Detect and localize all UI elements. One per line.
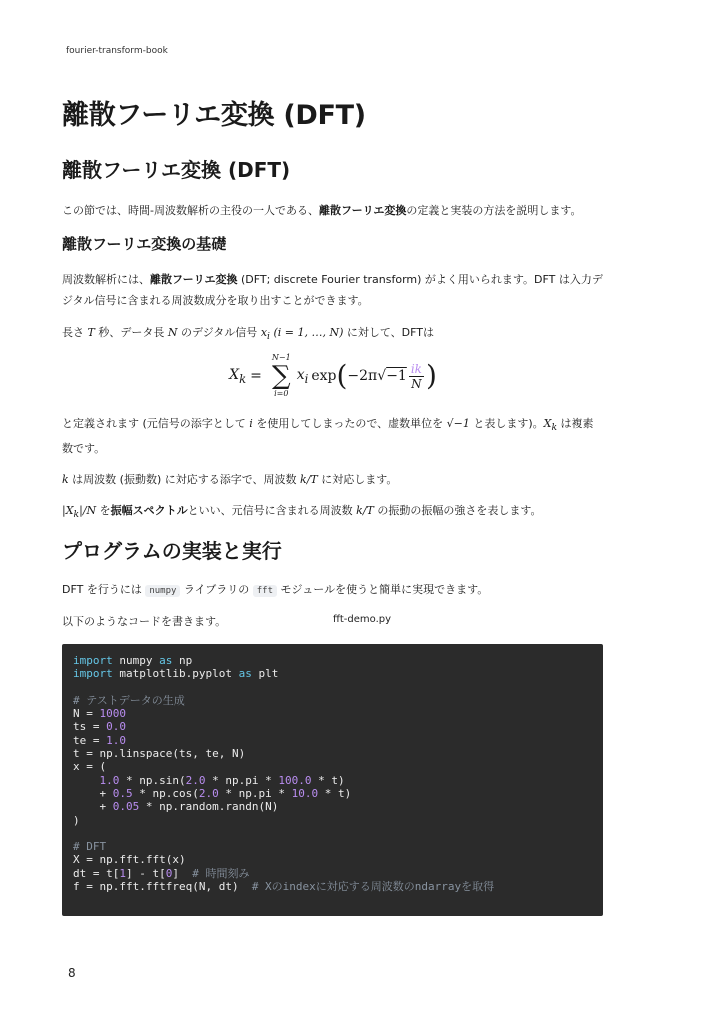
code-text: dt = t[ [73,866,120,880]
subsection-title-basics: 離散フーリエ変換の基礎 [62,235,227,254]
amp-text-1: を [96,504,111,518]
code-text: * np.random.randn(N) [139,800,279,814]
formula-inner: −2π [347,368,378,385]
math-N: N [167,325,178,339]
formula-term-base: x [296,366,305,383]
sum-upper-limit: N−1 [271,353,291,363]
formula-term-sub: i [304,371,309,386]
math-index-range: (i = 1, …, N) [273,325,344,339]
code-text: + [73,786,113,800]
amplitude-paragraph [62,500,604,525]
math-Xk-base: X [543,417,552,431]
code-number: 0.05 [112,800,140,814]
code-text: matplotlib.pyplot [112,667,239,681]
code-text: np [172,654,193,667]
code-number: 10.0 [291,786,319,800]
basics-text-1: 周波数解析には、 [62,272,150,286]
section-title-dft: 離散フーリエ変換 (DFT) [62,158,291,183]
math-k: k [62,473,69,487]
code-text: * np.cos( [132,786,199,800]
code-number: 100.0 [278,773,312,787]
code-number: 0.0 [106,720,126,734]
code-keyword: import [73,667,113,681]
formula-lhs [229,367,246,386]
code-text: * np.sin( [119,773,186,787]
right-paren: ) [425,359,437,393]
code-text: + [73,800,113,814]
code-number: 1 [119,866,126,880]
formula-term [297,367,309,386]
math-Xk-sub: k [551,422,558,434]
code-comment: # 時間刻み [192,866,250,880]
running-header: fourier-transform-book [66,46,168,56]
math-xi [260,325,270,343]
basics-paragraph [62,269,604,311]
chapter-title: 離散フーリエ変換 (DFT) [62,100,366,131]
math-imaginary-unit: √−1 [446,417,470,431]
math-abs-close: |/N [79,504,97,518]
math-xi-sub: i [267,331,270,343]
basics-bold: 離散フーリエ変換 [150,272,238,286]
code-text: t = np.linspace(ts, te, N) [73,747,246,761]
code-text: ) [73,813,80,827]
dft-formula [62,347,604,405]
page-number: 8 [68,966,76,980]
sum-lower-limit: i=0 [274,389,289,399]
code-keyword: import [73,654,113,667]
code-text: plt [251,667,279,681]
code-keyword: as [238,667,252,681]
code-number: 2.0 [185,773,206,787]
code-number: 0 [165,866,173,880]
code-text [73,774,100,787]
intro-bold: 離散フーリエ変換 [318,204,407,218]
amp-text-2: といい、元信号に含まれる周波数 [187,504,357,518]
summation [272,353,291,399]
math-Xk [543,417,558,434]
formula-exp: exp [311,368,337,385]
sqrt-body: −1 [386,368,407,385]
code-block [62,644,603,916]
length-text-2: 秒、データ長 [94,325,168,339]
code-text: te = [73,733,107,747]
math-i: i [249,417,253,431]
fraction [409,362,424,391]
intro-paragraph [62,200,604,221]
code-comment: # Xのindexに対応する周波数のndarrayを取得 [251,880,495,894]
definition-paragraph [62,413,604,459]
sqrt-sign: √ [377,368,387,385]
code-text: f = np.fft.fftfreq(N, dt) [73,880,252,894]
section-title-program: プログラムの実装と実行 [62,539,282,564]
formula-equals: = [250,368,262,385]
page-content [62,100,604,632]
code-listing [73,654,592,893]
code-number: 1.0 [106,733,126,747]
code-text: * np.pi * [218,786,292,800]
code-text: * t) [318,786,352,800]
code-text: * np.pi * [205,773,279,787]
inline-code-numpy: numpy [145,585,180,597]
math-k-over-T-2: k/T [356,504,374,518]
code-text: N = [73,707,100,721]
code-comment: # DFT [73,840,107,854]
code-text: ] [172,866,193,880]
formula-lhs-base: X [229,366,240,383]
math-abs-sub: k [73,509,80,521]
def-text-1: と定義されます (元信号の添字として [62,417,250,431]
length-text-4: に対して、DFTは [343,325,434,339]
math-abs-open: |X [62,504,74,518]
inline-code-fft: fft [253,585,277,597]
left-paren: ( [336,359,348,393]
code-number: 2.0 [198,786,219,800]
intro-text-2: の定義と実装の方法を説明します。 [406,204,582,218]
impl-text-3: モジュールを使うと簡単に実現できます。 [277,583,489,597]
impl-text-2: ライブラリの [180,583,253,597]
fraction-numerator: ik [410,361,422,376]
math-k-over-T: k/T [300,473,318,487]
formula-lhs-sub: k [239,371,247,386]
amp-bold: 振幅スペクトル [110,504,188,518]
k-text-2: に対応します。 [317,473,398,487]
length-paragraph [62,322,604,347]
impl-text-1: DFT を行うには [62,583,146,597]
code-keyword: as [159,654,173,667]
code-text: ts = [73,720,107,734]
implementation-paragraph [62,579,604,602]
math-xi-base: x [260,325,268,339]
code-number: 0.5 [112,786,133,800]
math-T: T [87,325,95,339]
k-text-1: は周波数 (振動数) に対応する添字で、周波数 [68,473,301,487]
code-comment: # テストデータの生成 [73,693,185,707]
amp-text-3: の振動の振幅の強さを表します。 [373,504,542,518]
sigma-symbol: ∑ [272,361,291,392]
length-text-3: のデジタル信号 [177,325,261,339]
code-text: x = ( [73,760,107,774]
code-intro-paragraph: 以下のようなコードを書きます。 [62,615,227,629]
def-text-4: は複素数です。 [62,417,594,456]
intro-text-1: この節では、時間-周波数解析の主役の一人である、 [62,204,319,218]
code-text: X = np.fft.fft(x) [73,853,186,867]
math-abs-Xk [62,504,97,521]
code-text: numpy [112,654,160,667]
k-paragraph [62,469,604,490]
code-number: 1000 [99,707,126,721]
basics-text-2: (DFT; discrete Fourier transform) がよく用いられます。DFT は入力デジタル信号に含まれる周波数成分を取り出すことができます。 [62,272,603,307]
length-text-1: 長さ [62,325,88,339]
code-caption: fft-demo.py [332,614,392,625]
code-text: ] - t[ [125,866,166,880]
code-number: 1.0 [99,773,120,787]
def-text-3: と表します)。 [469,417,544,431]
fraction-denominator: N [411,376,422,391]
def-text-2: を使用してしまったので、虚数単位を [252,417,447,431]
code-text: * t) [311,773,345,787]
